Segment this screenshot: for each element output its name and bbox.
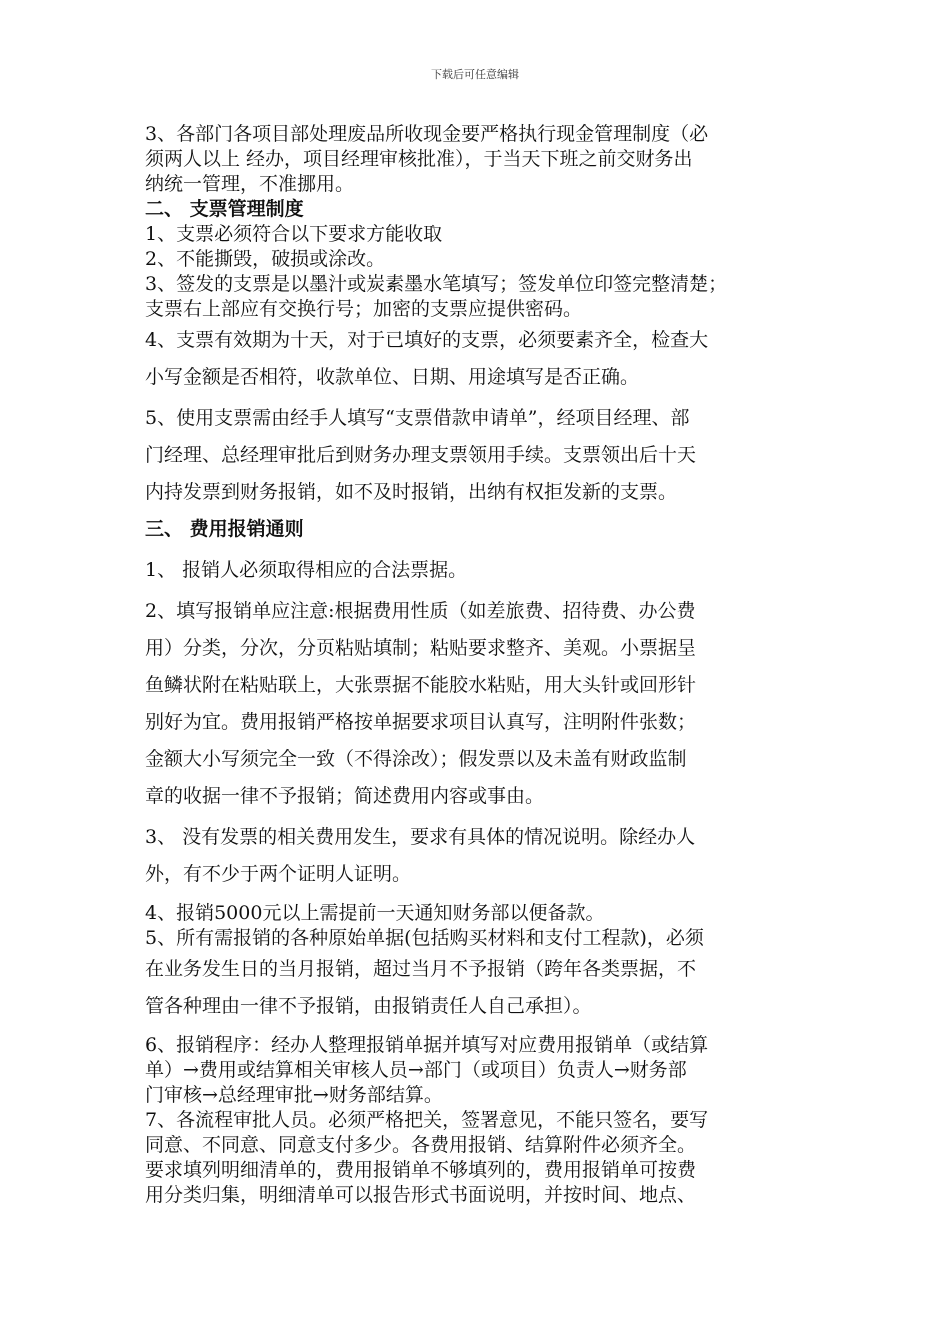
paragraph-line: 1、 报销人必须取得相应的合法票据。 [145, 559, 468, 581]
paragraph-line: 鱼鳞状附在粘贴联上，大张票据不能胶水粘贴，用大头针或回形针 [145, 674, 697, 696]
paragraph-line: 用）分类，分次，分页粘贴填制；粘贴要求整齐、美观。小票据呈 [145, 637, 697, 659]
paragraph-line: 金额大小写须完全一致（不得涂改）；假发票以及未盖有财政监制 [145, 748, 687, 770]
paragraph-line: 7、各流程审批人员。必须严格把关，签署意见，不能只签名，要写 [145, 1109, 709, 1131]
paragraph-line: 管各种理由一律不予报销，由报销责任人自己承担）。 [145, 995, 592, 1017]
paragraph-line: 须两人以上 经办，项目经理审核批准），于当天下班之前交财务出 [145, 148, 693, 170]
paragraph-line: 2、不能撕毁，破损或涂改。 [145, 248, 386, 270]
paragraph-line: 4、报销5000元以上需提前一天通知财务部以便备款。 [145, 902, 605, 924]
paragraph-line: 3、签发的支票是以墨汁或炭素墨水笔填写；签发单位印签完整清楚； [145, 273, 728, 295]
paragraph-line: 5、所有需报销的各种原始单据(包括购买材料和支付工程款)，必须 [145, 927, 704, 949]
paragraph-line: 1、支票必须符合以下要求方能收取 [145, 223, 443, 245]
paragraph-line: 门经理、总经理审批后到财务办理支票领用手续。支票领出后十天 [145, 444, 697, 466]
paragraph-line: 支票右上部应有交换行号；加密的支票应提供密码。 [145, 298, 583, 320]
paragraph-line: 同意、不同意、同意支付多少。各费用报销、结算附件必须齐全。 [145, 1134, 697, 1156]
paragraph-line: 外，有不少于两个证明人证明。 [145, 863, 412, 885]
paragraph-line: 小写金额是否相符，收款单位、日期、用途填写是否正确。 [145, 366, 640, 388]
paragraph-line: 别好为宜。费用报销严格按单据要求项目认真写，注明附件张数； [145, 711, 697, 733]
paragraph-line: 单）→费用或结算相关审核人员→部门（或项目）负责人→财务部 [145, 1059, 687, 1081]
paragraph-line: 3、 没有发票的相关费用发生，要求有具体的情况说明。除经办人 [145, 826, 696, 848]
paragraph-line: 门审核→总经理审批→财务部结算。 [145, 1084, 443, 1106]
paragraph-line: 纳统一管理，不准挪用。 [145, 173, 355, 195]
paragraph-line: 要求填列明细清单的，费用报销单不够填列的，费用报销单可按费 [145, 1159, 697, 1181]
paragraph-line: 用分类归集，明细清单可以报告形式书面说明，并按时间、地点、 [145, 1184, 697, 1206]
document-body [145, 122, 810, 1208]
paragraph-line: 章的收据一律不予报销；简述费用内容或事由。 [145, 785, 545, 807]
paragraph-line: 2、填写报销单应注意:根据费用性质（如差旅费、招待费、办公费 [145, 600, 696, 622]
paragraph-line: 5、使用支票需由经手人填写“支票借款申请单”，经项目经理、部 [145, 407, 690, 429]
paragraph-line: 在业务发生日的当月报销，超过当月不予报销（跨年各类票据，不 [145, 958, 697, 980]
paragraph-line: 4、支票有效期为十天，对于已填好的支票，必须要素齐全，检查大 [145, 329, 709, 351]
section-heading-expense: 三、 费用报销通则 [145, 518, 304, 540]
paragraph-line: 3、各部门各项目部处理废品所收现金要严格执行现金管理制度（必 [145, 123, 709, 145]
paragraph-line: 内持发票到财务报销，如不及时报销，出纳有权拒发新的支票。 [145, 481, 678, 503]
section-heading-cheque: 二、 支票管理制度 [145, 198, 304, 220]
page-header: 下载后可任意编辑 [431, 68, 519, 81]
paragraph-line: 6、报销程序：经办人整理报销单据并填写对应费用报销单（或结算 [145, 1034, 709, 1056]
